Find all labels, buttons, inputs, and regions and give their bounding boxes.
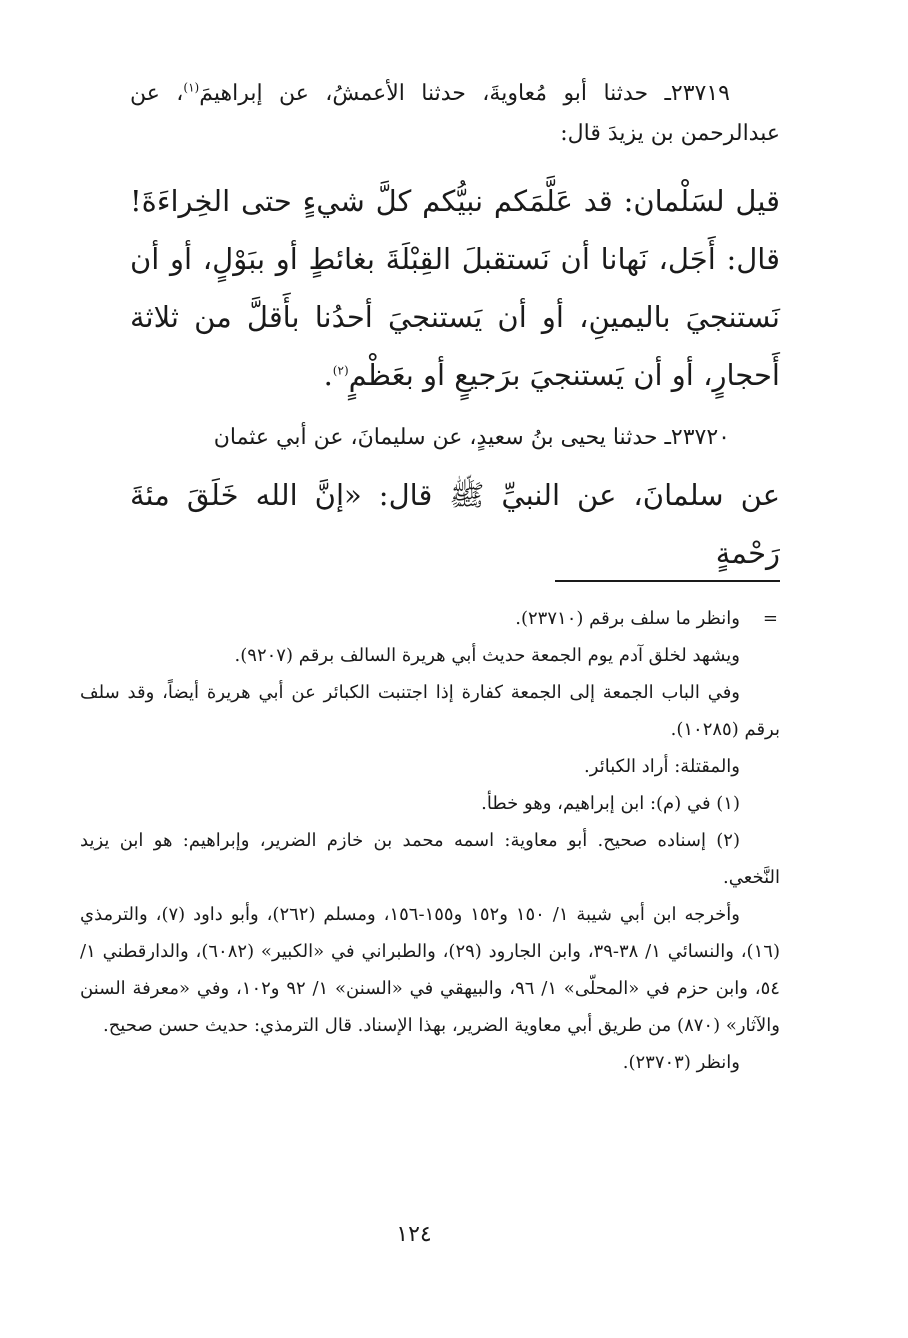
footnote-2-sources: وأخرجه ابن أبي شيبة ١/ ١٥٠ و١٥٢ و١٥٥-١٥٦، ومسلم (٢٦٢)، وأبو داود (٧)، والترمذي (١٦)، والنسائي ١/ ٣٨-٣٩، وابن الجارود (٢٩)، والطبراني في «الكبير» (٦٠٨٢)، والدارقطني ١/ ٥٤، وابن حزم في «المحلّى» ١/ ٩٦، والبيهقي في «السنن» ١/ ٩٢ و١٠٢، وفي «معرفة السنن والآثار» (٨٧٠) من طريق أبي معاوية الضرير، بهذا الإسناد. قال الترمذي: حديث حسن صحيح. — [80, 904, 780, 1036]
main-text — [130, 74, 780, 582]
footnote-ref-1[interactable]: (١) — [183, 80, 200, 95]
footnote-2-see-also: وانظر (٢٣٧٠٣). — [622, 1052, 740, 1073]
continuation-marker: = — [762, 608, 778, 629]
footnote-ref-2[interactable]: (٢) — [332, 363, 349, 378]
footnote-continuation-3: وفي الباب الجمعة إلى الجمعة كفارة إذا اجتنبت الكبائر عن أبي هريرة أيضاً، وقد سلف برقم (١٠٢٨٥). — [80, 682, 780, 740]
footnotes — [80, 600, 780, 1081]
footnote-1: (١) في (م): ابن إبراهيم، وهو خطأ. — [481, 793, 740, 814]
page-number: ١٢٤ — [396, 1222, 432, 1247]
footnote-text: وانظر ما سلف برقم (٢٣٧١٠). — [515, 608, 740, 629]
hadith-23720-chain: ٢٣٧٢٠ـ حدثنا يحيى بنُ سعيدٍ، عن سليمانَ، عن أبي عثمان — [213, 425, 730, 450]
matn-text: قيل لسَلْمان: قد عَلَّمَكم نبيُّكم كلَّ شيءٍ حتى الخِراءَةَ! قال: أَجَل، نَهانا أن نَستقبلَ القِبْلَةَ بغائطٍ أو ببَوْلٍ، أو أن نَستنجيَ باليمينِ، أو أن يَستنجيَ أحدُنا بأَقلَّ من ثلاثة أَحجارٍ، أو أن يَستنجيَ برَجيعٍ أو بعَظْمٍ — [130, 184, 780, 392]
hadith-23719-chain — [130, 74, 780, 154]
footnote-divider — [555, 580, 780, 582]
matn-text-end: . — [323, 358, 333, 392]
chain-text-end: ، عن عبدالرحمن بن يزيدَ قال: — [130, 81, 780, 146]
chain-text: ٢٣٧١٩ـ حدثنا أبو مُعاويةَ، حدثنا الأعمشُ، عن إبراهيمَ — [199, 81, 730, 106]
footnote-continuation-4: والمقتلة: أراد الكبائر. — [584, 756, 740, 777]
footnote-continuation-1 — [80, 600, 780, 637]
footnote-continuation-2: ويشهد لخلق آدم يوم الجمعة حديث أبي هريرة السالف برقم (٩٢٠٧). — [234, 645, 740, 666]
hadith-23719-matn — [130, 172, 780, 404]
hadith-23720-matn: عن سلمانَ، عن النبيِّ ﷺ قال: «إنَّ الله خَلَقَ مئةَ رَحْمةٍ — [130, 478, 780, 570]
footnote-2-intro: (٢) إسناده صحيح. أبو معاوية: اسمه محمد بن خازم الضرير، وإبراهيم: هو ابن يزيد النَّخعي. — [80, 830, 780, 888]
